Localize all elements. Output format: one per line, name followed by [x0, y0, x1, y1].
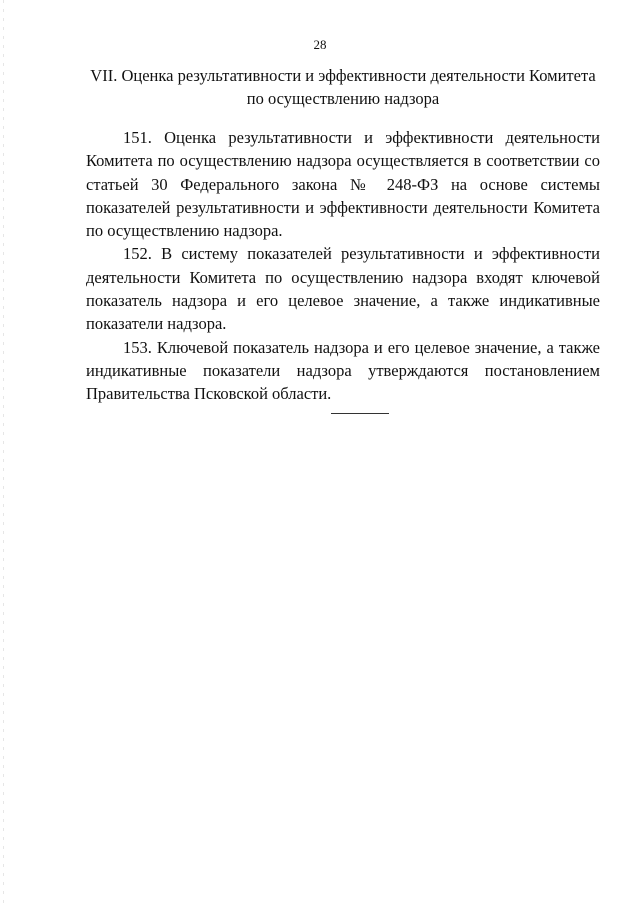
- paragraph-153: 153. Ключевой показатель надзора и его целевое значение, а также индикативные показатели надзора утверждаются постановлением Правительства Псковской области.: [86, 337, 600, 404]
- section-title-line-1: VII. Оценка результативности и эффективности деятельности Комитета: [90, 66, 596, 85]
- document-body: [86, 126, 600, 406]
- section-title: [60, 64, 626, 110]
- scan-edge-artifact: [3, 0, 4, 905]
- paragraph-152: 152. В систему показателей результативности и эффективности деятельности Комитета по осуществлению надзора входят ключевой показатель надзора и его целевое значение, а также индикативные показатели надзора.: [86, 244, 600, 334]
- section-title-line-2: по осуществлению надзора: [246, 89, 440, 108]
- end-of-text-rule: [331, 413, 389, 414]
- page-number: 28: [313, 37, 327, 52]
- paragraph-151: 151. Оценка результативности и эффективности деятельности Комитета по осуществлению надзора осуществляется в соответствии со статьей 30 Федерального закона № 248-ФЗ на основе системы показателей результативности и эффективности деятельности Комитета по осуществлению надзора.: [86, 128, 600, 241]
